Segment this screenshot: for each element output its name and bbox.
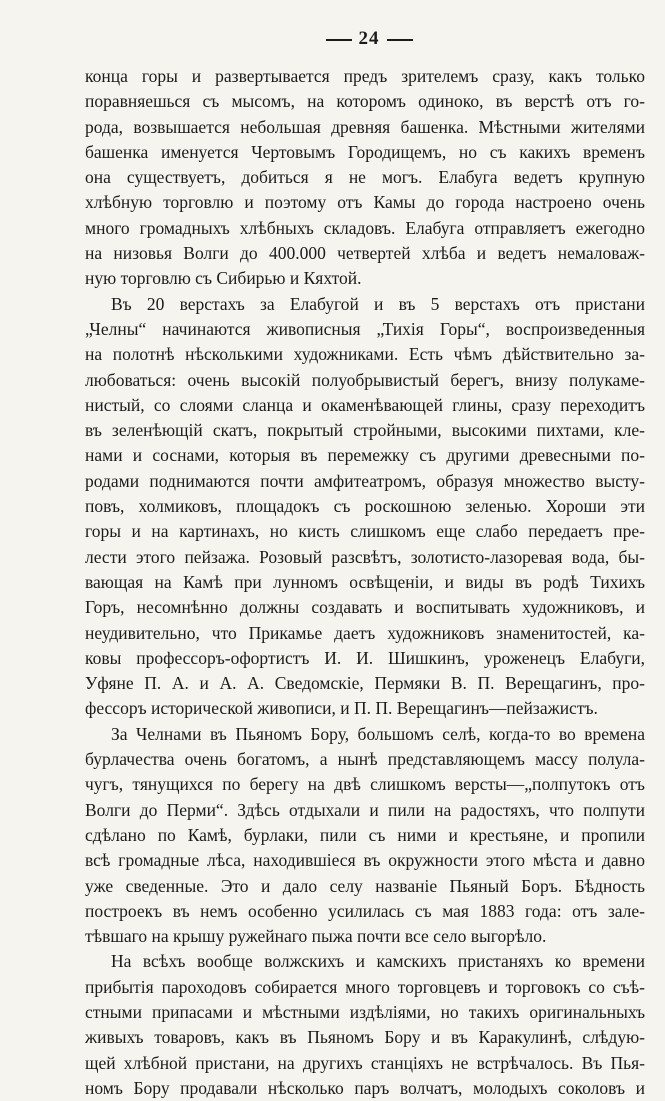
text-line: она существуетъ, добиться я не могъ. Елабуга ведетъ крупную: [85, 167, 645, 188]
text-line: родами поднимаются почти амфитеатромъ, образуя множество высту-: [85, 470, 645, 491]
text-line: много громадныхъ хлѣбныхъ складовъ. Елабуга отправляетъ ежегодно: [85, 217, 645, 238]
text-line: поравняешься съ мысомъ, на которомъ одиноко, въ верстѣ отъ го-: [85, 91, 645, 112]
text-line: конца горы и развертывается предъ зрителемъ сразу, какъ только: [85, 66, 645, 86]
text-line: построекъ въ немъ особенно усилилась съ мая 1883 года: отъ зале-: [85, 900, 645, 921]
text-line: въ зеленѣющій скатъ, покрытый стройными, высокими пихтами, кле-: [85, 420, 645, 441]
paragraph: [85, 722, 645, 950]
text-line: рода, возвышается небольшая древняя башенка. Мѣстными жителями: [85, 116, 645, 137]
text-line: нами и соснами, которыя въ перемежку съ другими древесными по-: [85, 445, 645, 466]
text-line: Горъ, несомнѣнно должны создавать и воспитывать художниковъ, и: [85, 597, 645, 618]
text-line: Волги до Перми“. Здѣсь отдыхали и пили на радостяхъ, что полпути: [85, 799, 645, 820]
text-line: на низовья Волги до 400.000 четвертей хлѣба и ведетъ немаловаж-: [85, 243, 645, 264]
text-line: неудивительно, что Прикамье даетъ художниковъ знаменитостей, ка-: [85, 622, 645, 643]
page-header: [93, 24, 645, 54]
text-line: прибытія пароходовъ собирается много торговцевъ и торговокъ со съѣ-: [85, 976, 645, 997]
header-dash-left: [326, 39, 352, 41]
text-line: На всѣхъ вообще волжскихъ и камскихъ пристаняхъ ко времени: [111, 951, 645, 972]
text-line: бурлачества очень богатомъ, а нынѣ представляющемъ массу полула-: [85, 749, 645, 770]
paragraph: [85, 292, 645, 722]
text-line: лести этого пейзажа. Розовый разсвѣтъ, золотисто-лазоревая вода, бы-: [85, 546, 645, 567]
text-line: стными припасами и мѣстными издѣліями, но такихъ оригинальныхъ: [85, 1001, 645, 1022]
text-line: ную торговлю съ Сибирью и Кяхтой.: [85, 268, 362, 289]
text-line: Уфяне П. А. и А. А. Сведомскіе, Пермяки В. П. Верещагинъ, про-: [85, 673, 645, 694]
paragraph: [85, 949, 645, 1101]
text-line: на полотнѣ нѣсколькими художниками. Есть чѣмъ дѣйствительно за-: [85, 344, 645, 365]
paragraph: [85, 64, 645, 292]
text-line: Въ 20 верстахъ за Елабугой и въ 5 верстахъ отъ пристани: [111, 293, 645, 314]
text-line: номъ Бору продавали нѣсколько паръ волчатъ, молодыхъ соколовъ и: [85, 1077, 645, 1098]
text-line: уже сведенные. Это и дало селу названіе Пьяный Боръ. Бѣдность: [85, 875, 645, 896]
text-line: нистый, со слоями сланца и окаменѣвающей глины, сразу переходитъ: [85, 394, 645, 415]
text-line: щей хлѣбной пристани, на другихъ станціяхъ не встрѣчалось. Въ Пья-: [85, 1052, 645, 1073]
text-line: вающая на Камѣ при лунномъ освѣщеніи, и виды въ родѣ Тихихъ: [85, 571, 645, 592]
text-line: тѣвшаго на крышу ружейнаго пыжа почти все село выгорѣло.: [85, 926, 547, 947]
text-line: ковы профессоръ-офортистъ И. И. Шишкинъ, уроженецъ Елабуги,: [85, 647, 645, 668]
text-line: хлѣбную торговлю и поэтому отъ Камы до города настроено очень: [85, 192, 645, 213]
header-dash-right: [387, 39, 413, 41]
page-number: 24: [358, 28, 380, 49]
text-line: „Челны“ начинаются живописныя „Тихія Горы“, воспроизведенныя: [85, 318, 645, 339]
text-line: любоваться: очень высокій полуобрывистый берегъ, внизу полукаме-: [85, 369, 645, 390]
text-line: горы и на картинахъ, но кисть слишкомъ еще слабо передаетъ пре-: [85, 521, 645, 542]
text-line: башенка именуется Чертовымъ Городищемъ, но съ какихъ временъ: [85, 141, 645, 162]
text-line: За Челнами въ Пьяномъ Бору, большомъ селѣ, когда-то во времена: [111, 723, 645, 744]
text-line: сдѣлано по Камѣ, бурлаки, пили съ ними и крестьяне, и пропили: [85, 824, 645, 845]
text-line: повъ, холмиковъ, площадокъ съ роскошною зеленью. Хороши эти: [85, 496, 645, 517]
text-line: живыхъ товаровъ, какъ въ Пьяномъ Бору и въ Каракулинѣ, слѣдую-: [85, 1027, 645, 1048]
text-line: всѣ громадные лѣса, находившіеся въ окружности этого мѣста и давно: [85, 850, 645, 871]
text-line: фессоръ исторической живописи, и П. П. Верещагинъ—пейзажистъ.: [85, 698, 598, 719]
text-line: чугъ, тянущихся по берегу на двѣ слишкомъ версты—„полпутокъ отъ: [85, 774, 645, 795]
body-text: [85, 64, 645, 1101]
